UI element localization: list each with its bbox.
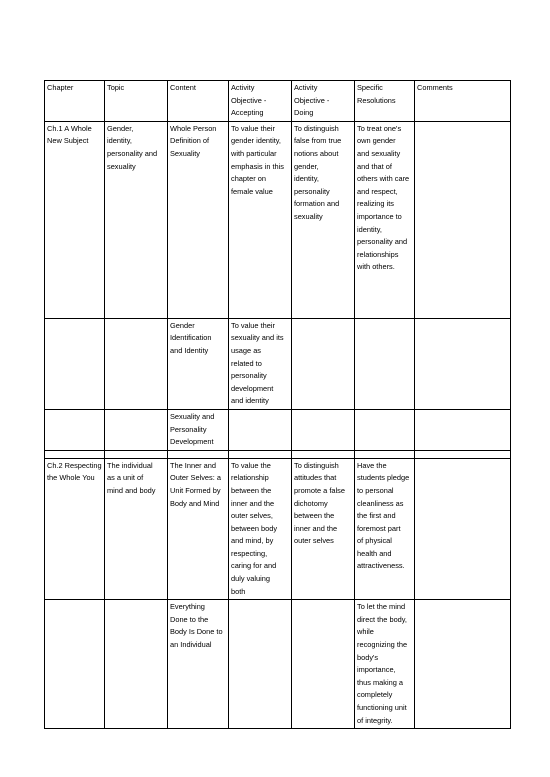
cell-specific-resolutions: To let the mind direct the body, while recognizing the body's importance, thus making a completely functioning unit of integrity. xyxy=(355,600,415,729)
cell-content: Everything Done to the Body Is Done to an Individual xyxy=(168,600,229,729)
cell-comments xyxy=(415,121,511,318)
cell-objective-doing xyxy=(292,600,355,729)
cell-comments xyxy=(415,318,511,409)
cell-content: Gender Identification and Identity xyxy=(168,318,229,409)
cell-content: Whole Person Definition of Sexuality xyxy=(168,121,229,318)
cell-objective-doing: To distinguish false from true notions about gender, identity, personality formation and sexuality xyxy=(292,121,355,318)
cell-topic: Gender, identity, personality and sexuality xyxy=(105,121,168,318)
cell-comments xyxy=(415,458,511,600)
cell-objective-accepting xyxy=(229,409,292,450)
cell-objective-accepting: To value the relationship between the inner and the outer selves, between body and mind, by respecting, caring for and duly valuing both xyxy=(229,458,292,600)
cell-topic: The individual as a unit of mind and body xyxy=(105,458,168,600)
table-spacer-row xyxy=(45,450,511,458)
cell-content: Sexuality and Personality Development xyxy=(168,409,229,450)
cell-objective-accepting: To value their sexuality and its usage as related to personality development and identity xyxy=(229,318,292,409)
cell-content: The Inner and Outer Selves: a Unit Formed by Body and Mind xyxy=(168,458,229,600)
cell-objective-accepting: To value their gender identity, with particular emphasis in this chapter on female value xyxy=(229,121,292,318)
cell-topic xyxy=(105,600,168,729)
cell-specific-resolutions: Have the students pledge to personal cleanliness as the first and foremost part of physical health and attractiveness. xyxy=(355,458,415,600)
table-row xyxy=(45,600,511,729)
cell-topic xyxy=(105,318,168,409)
table-row xyxy=(45,409,511,450)
cell-comments xyxy=(415,600,511,729)
cell-objective-accepting xyxy=(229,600,292,729)
header-objective-accepting: Activity Objective - Accepting xyxy=(229,81,292,122)
cell-chapter: Ch.2 Respecting the Whole You xyxy=(45,458,105,600)
header-specific-resolutions: Specific Resolutions xyxy=(355,81,415,122)
cell-chapter xyxy=(45,409,105,450)
cell-specific-resolutions: To treat one's own gender and sexuality and that of others with care and respect, realizing its importance to identity, personality and relationships with others. xyxy=(355,121,415,318)
cell-specific-resolutions xyxy=(355,318,415,409)
cell-specific-resolutions xyxy=(355,409,415,450)
header-topic: Topic xyxy=(105,81,168,122)
cell-topic xyxy=(105,409,168,450)
table-row xyxy=(45,121,511,318)
cell-comments xyxy=(415,409,511,450)
cell-objective-doing xyxy=(292,409,355,450)
curriculum-table xyxy=(44,80,511,729)
cell-objective-doing: To distinguish attitudes that promote a false dichotomy between the inner and the outer selves xyxy=(292,458,355,600)
table-row xyxy=(45,458,511,600)
cell-chapter xyxy=(45,600,105,729)
table-row xyxy=(45,318,511,409)
cell-objective-doing xyxy=(292,318,355,409)
table-header-row xyxy=(45,81,511,122)
header-objective-doing: Activity Objective - Doing xyxy=(292,81,355,122)
header-comments: Comments xyxy=(415,81,511,122)
cell-chapter: Ch.1 A Whole New Subject xyxy=(45,121,105,318)
header-chapter: Chapter xyxy=(45,81,105,122)
header-content: Content xyxy=(168,81,229,122)
cell-chapter xyxy=(45,318,105,409)
